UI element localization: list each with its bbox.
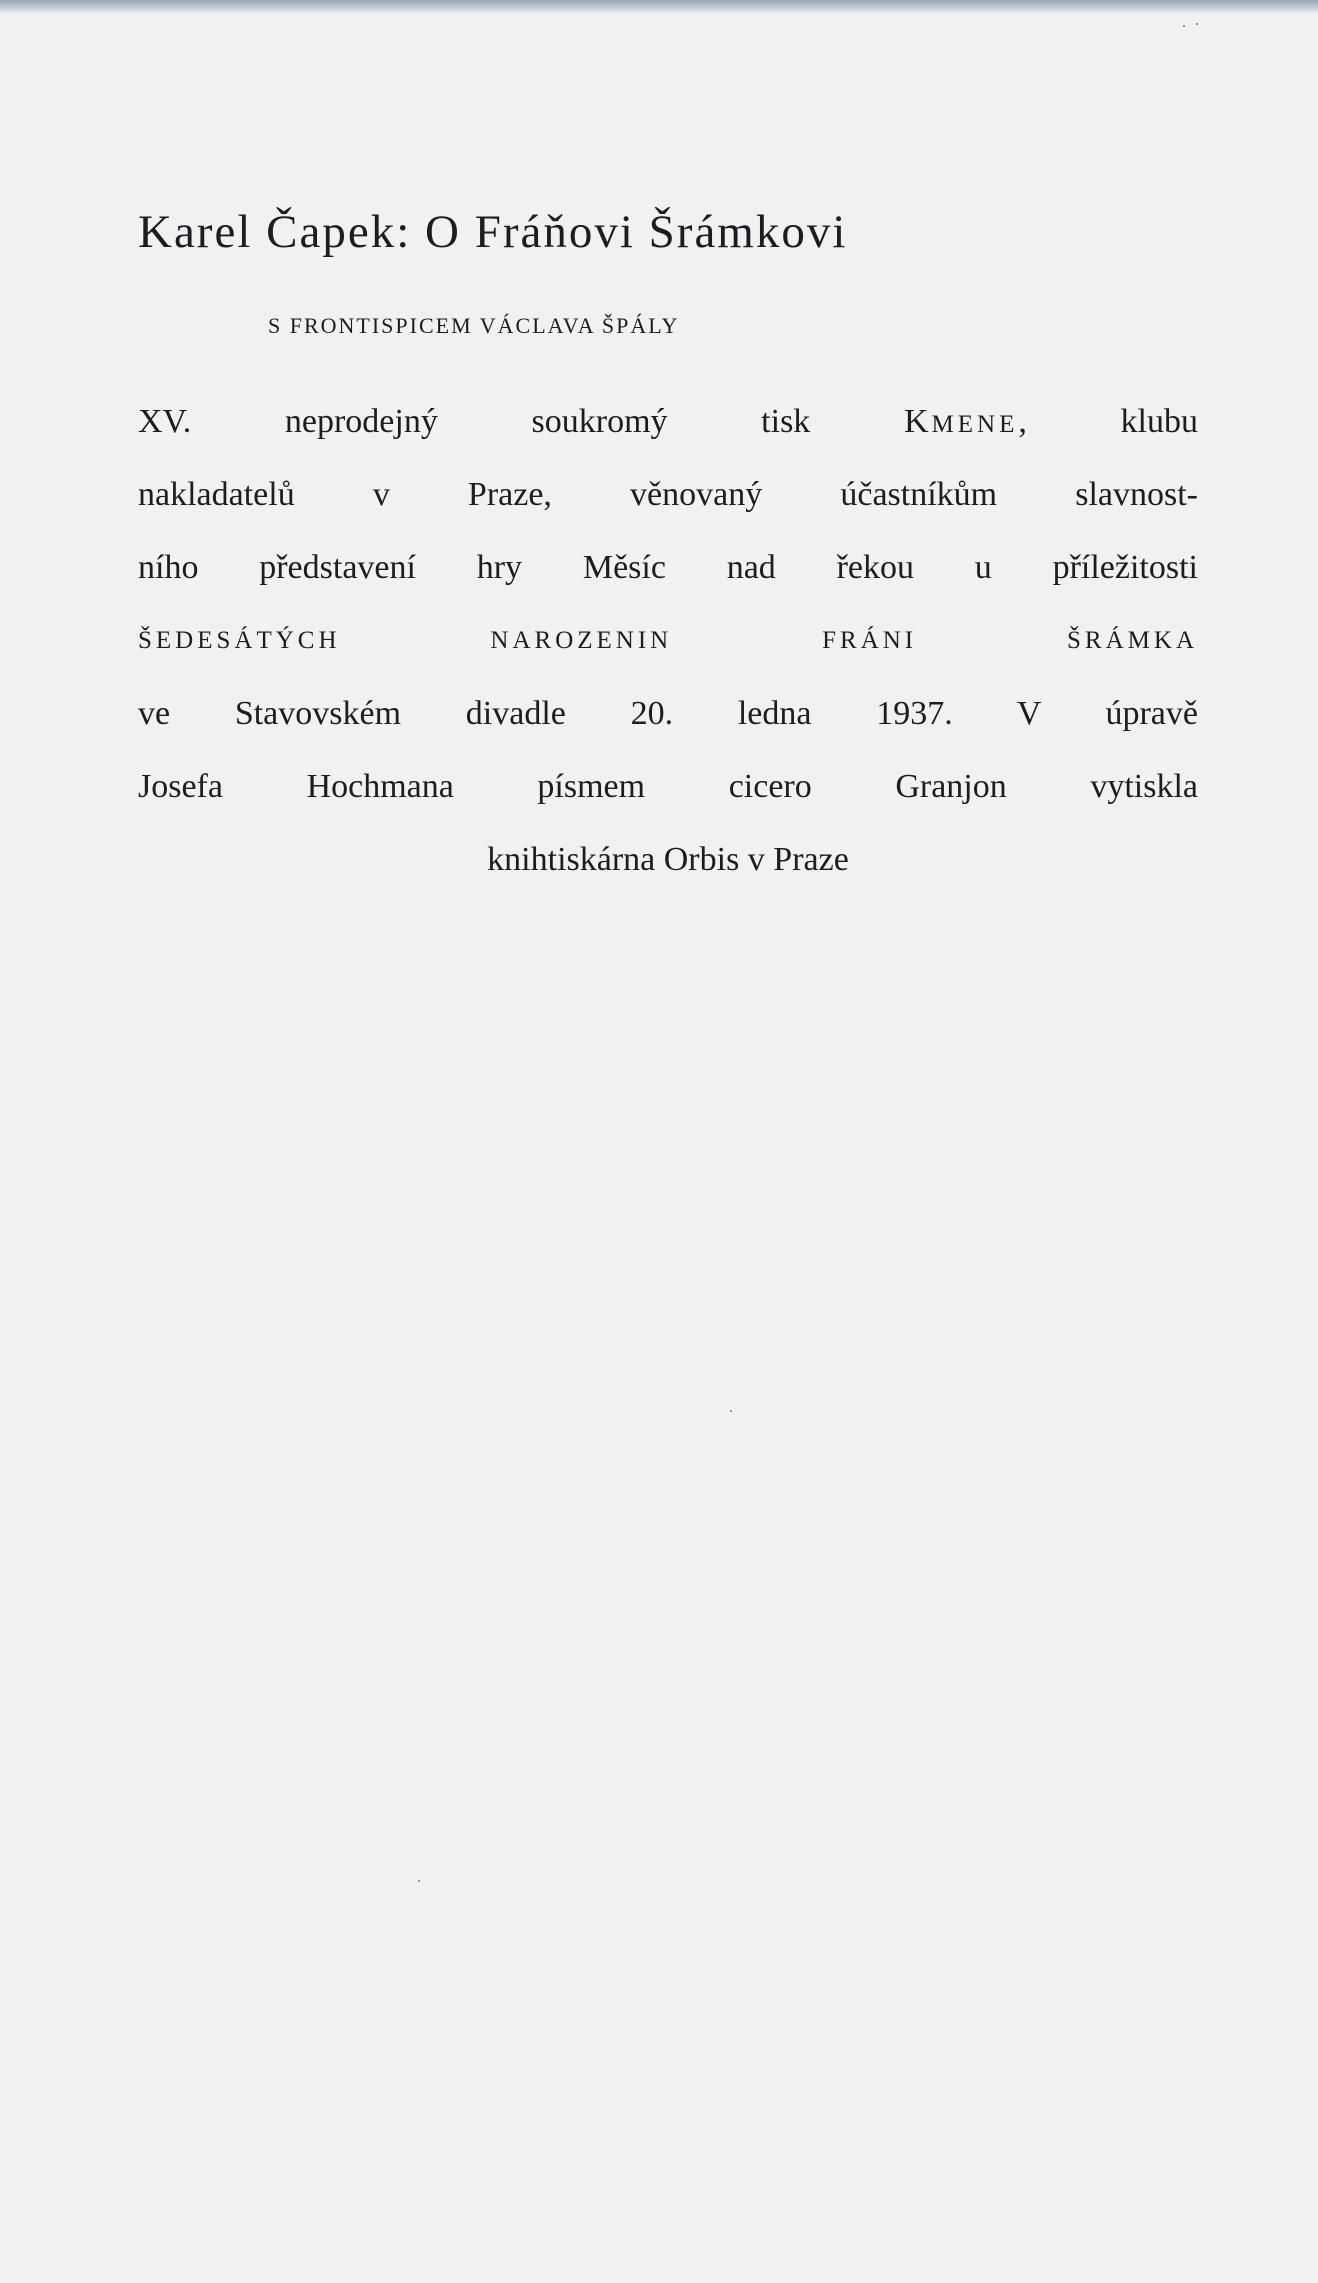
colophon-line-6: Josefa Hochmana písmem cicero Granjon vytiskla	[138, 768, 1198, 805]
kmene-small-caps: MENE	[931, 411, 1019, 438]
colophon-line-1	[138, 385, 1198, 458]
torn-top-edge	[0, 0, 1318, 14]
kmene-name	[904, 403, 1018, 440]
kmene-initial: K	[903, 403, 932, 440]
colophon-line-2: nakladatelů v Praze, věnovaný účastníkům slavnost-	[138, 476, 1198, 513]
colophon-line-5: ve Stavovském divadle 20. ledna 1937. V úpravě	[138, 695, 1198, 732]
colophon-line-7: knihtiskárna Orbis v Praze	[487, 841, 849, 878]
paper-speck	[418, 1880, 420, 1882]
colophon-line-3: ního představení hry Měsíc nad řekou u příležitosti	[138, 549, 1198, 586]
colophon-text: XV. neprodejný soukromý tisk	[138, 403, 904, 440]
colophon	[138, 385, 1198, 896]
colophon-line-4: ŠEDESÁTÝCH NAROZENIN FRÁNI ŠRÁMKA	[138, 627, 1198, 654]
paper-speck	[1196, 23, 1198, 25]
paper-speck	[730, 1410, 732, 1412]
frontispiece-credit: S FRONTISPICEM VÁCLAVA ŠPÁLY	[268, 313, 680, 338]
colophon-text: , klubu	[1018, 403, 1198, 440]
paper-speck	[1183, 25, 1185, 27]
book-title: Karel Čapek: O Fráňovi Šrámkovi	[138, 206, 848, 258]
